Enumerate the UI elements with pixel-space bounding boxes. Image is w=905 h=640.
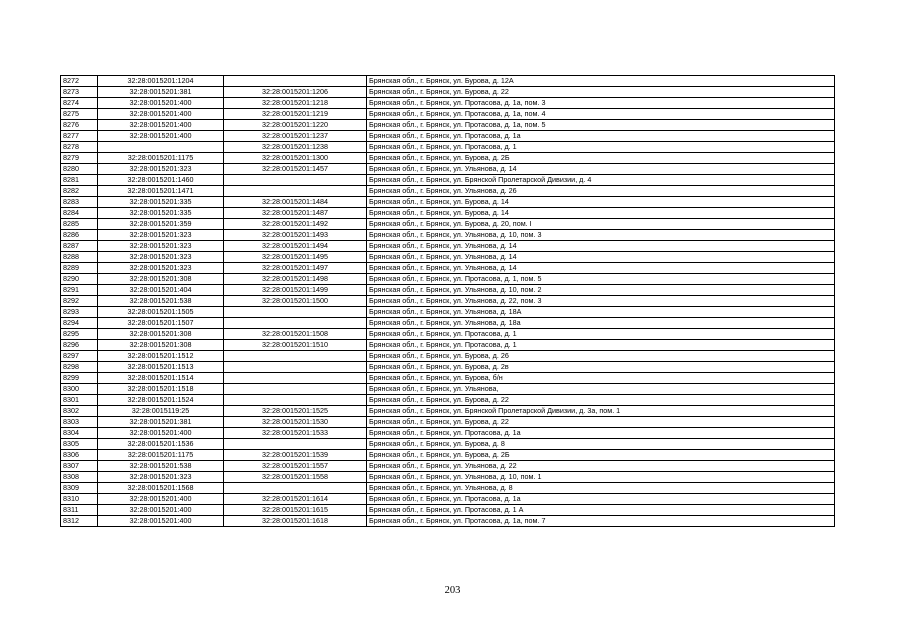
row-number-cell: 8303 — [61, 417, 98, 428]
address-cell: Брянская обл., г. Брянск, ул. Бурова, д. 22 — [367, 87, 835, 98]
object-cadastral-number-cell: 32:28:0015201:1300 — [224, 153, 367, 164]
object-cadastral-number-cell: 32:28:0015201:1484 — [224, 197, 367, 208]
address-cell: Брянская обл., г. Брянск, ул. Протасова, д. 1 — [367, 142, 835, 153]
row-number-cell: 8295 — [61, 329, 98, 340]
address-cell: Брянская обл., г. Брянск, ул. Ульянова, д. 22 — [367, 461, 835, 472]
table-row — [61, 340, 835, 351]
row-number-cell: 8312 — [61, 516, 98, 527]
cadastral-number-cell: 32:28:0015201:1460 — [98, 175, 224, 186]
object-cadastral-number-cell: 32:28:0015201:1508 — [224, 329, 367, 340]
object-cadastral-number-cell: 32:28:0015201:1499 — [224, 285, 367, 296]
address-cell: Брянская обл., г. Брянск, ул. Ульянова, д. 22, пом. 3 — [367, 296, 835, 307]
row-number-cell: 8289 — [61, 263, 98, 274]
row-number-cell: 8284 — [61, 208, 98, 219]
address-cell: Брянская обл., г. Брянск, ул. Протасова, д. 1а, пом. 5 — [367, 120, 835, 131]
table-row — [61, 109, 835, 120]
row-number-cell: 8286 — [61, 230, 98, 241]
table-row — [61, 208, 835, 219]
cadastral-number-cell: 32:28:0015201:1512 — [98, 351, 224, 362]
table-row — [61, 98, 835, 109]
cadastral-number-cell: 32:28:0015201:381 — [98, 417, 224, 428]
address-cell: Брянская обл., г. Брянск, ул. Брянской Пролетарской Дивизии, д. 4 — [367, 175, 835, 186]
cadastral-number-cell: 32:28:0015201:323 — [98, 164, 224, 175]
row-number-cell: 8292 — [61, 296, 98, 307]
cadastral-number-cell: 32:28:0015201:323 — [98, 241, 224, 252]
cadastral-number-cell: 32:28:0015201:538 — [98, 296, 224, 307]
object-cadastral-number-cell: 32:28:0015201:1487 — [224, 208, 367, 219]
row-number-cell: 8310 — [61, 494, 98, 505]
address-cell: Брянская обл., г. Брянск, ул. Протасова, д. 1а — [367, 428, 835, 439]
object-cadastral-number-cell — [224, 373, 367, 384]
cadastral-number-cell: 32:28:0015201:1175 — [98, 153, 224, 164]
address-cell: Брянская обл., г. Брянск, ул. Протасова, д. 1 А — [367, 505, 835, 516]
address-cell: Брянская обл., г. Брянск, ул. Ульянова, д. 18а — [367, 318, 835, 329]
row-number-cell: 8275 — [61, 109, 98, 120]
row-number-cell: 8294 — [61, 318, 98, 329]
table-row — [61, 120, 835, 131]
table-row — [61, 296, 835, 307]
table-row — [61, 76, 835, 87]
object-cadastral-number-cell: 32:28:0015201:1457 — [224, 164, 367, 175]
row-number-cell: 8305 — [61, 439, 98, 450]
object-cadastral-number-cell: 32:28:0015201:1220 — [224, 120, 367, 131]
address-cell: Брянская обл., г. Брянск, ул. Ульянова, д. 18А — [367, 307, 835, 318]
address-cell: Брянская обл., г. Брянск, ул. Бурова, д. 22 — [367, 417, 835, 428]
row-number-cell: 8307 — [61, 461, 98, 472]
address-cell: Брянская обл., г. Брянск, ул. Ульянова, д. 14 — [367, 252, 835, 263]
cadastral-number-cell: 32:28:0015201:323 — [98, 230, 224, 241]
table-row — [61, 384, 835, 395]
address-cell: Брянская обл., г. Брянск, ул. Бурова, д. 8 — [367, 439, 835, 450]
address-cell: Брянская обл., г. Брянск, ул. Бурова, д. 26 — [367, 351, 835, 362]
object-cadastral-number-cell: 32:28:0015201:1510 — [224, 340, 367, 351]
table-row — [61, 406, 835, 417]
row-number-cell: 8299 — [61, 373, 98, 384]
table-row — [61, 395, 835, 406]
cadastral-number-cell: 32:28:0015201:1518 — [98, 384, 224, 395]
object-cadastral-number-cell: 32:28:0015201:1614 — [224, 494, 367, 505]
address-cell: Брянская обл., г. Брянск, ул. Бурова, д. 2Б — [367, 153, 835, 164]
object-cadastral-number-cell: 32:28:0015201:1493 — [224, 230, 367, 241]
row-number-cell: 8276 — [61, 120, 98, 131]
cadastral-number-cell: 32:28:0015201:1507 — [98, 318, 224, 329]
address-cell: Брянская обл., г. Брянск, ул. Ульянова, д. 10, пом. 3 — [367, 230, 835, 241]
table-row — [61, 241, 835, 252]
address-cell: Брянская обл., г. Брянск, ул. Бурова, б/н — [367, 373, 835, 384]
object-cadastral-number-cell: 32:28:0015201:1618 — [224, 516, 367, 527]
address-cell: Брянская обл., г. Брянск, ул. Бурова, д. 12А — [367, 76, 835, 87]
cadastral-number-cell: 32:28:0015201:538 — [98, 461, 224, 472]
row-number-cell: 8302 — [61, 406, 98, 417]
object-cadastral-number-cell: 32:28:0015201:1206 — [224, 87, 367, 98]
address-cell: Брянская обл., г. Брянск, ул. Ульянова, д. 14 — [367, 241, 835, 252]
row-number-cell: 8308 — [61, 472, 98, 483]
object-cadastral-number-cell — [224, 186, 367, 197]
object-cadastral-number-cell — [224, 318, 367, 329]
table-row — [61, 230, 835, 241]
row-number-cell: 8301 — [61, 395, 98, 406]
cadastral-number-cell: 32:28:0015201:1471 — [98, 186, 224, 197]
cadastral-number-cell: 32:28:0015201:308 — [98, 340, 224, 351]
object-cadastral-number-cell: 32:28:0015201:1497 — [224, 263, 367, 274]
row-number-cell: 8279 — [61, 153, 98, 164]
cadastral-number-cell: 32:28:0015201:1514 — [98, 373, 224, 384]
cadastral-number-cell: 32:28:0015201:335 — [98, 197, 224, 208]
row-number-cell: 8297 — [61, 351, 98, 362]
table-row — [61, 373, 835, 384]
table-row — [61, 472, 835, 483]
object-cadastral-number-cell: 32:28:0015201:1558 — [224, 472, 367, 483]
row-number-cell: 8290 — [61, 274, 98, 285]
row-number-cell: 8272 — [61, 76, 98, 87]
cadastral-number-cell — [98, 142, 224, 153]
row-number-cell: 8306 — [61, 450, 98, 461]
row-number-cell: 8311 — [61, 505, 98, 516]
row-number-cell: 8296 — [61, 340, 98, 351]
table-row — [61, 186, 835, 197]
address-cell: Брянская обл., г. Брянск, ул. Бурова, д. 2Б — [367, 450, 835, 461]
cadastral-number-cell: 32:28:0015201:1536 — [98, 439, 224, 450]
address-cell: Брянская обл., г. Брянск, ул. Ульянова, д. 10, пом. 2 — [367, 285, 835, 296]
cadastral-number-cell: 32:28:0015201:308 — [98, 274, 224, 285]
table-row — [61, 417, 835, 428]
table-row — [61, 197, 835, 208]
row-number-cell: 8285 — [61, 219, 98, 230]
row-number-cell: 8298 — [61, 362, 98, 373]
address-cell: Брянская обл., г. Брянск, ул. Ульянова, д. 14 — [367, 263, 835, 274]
object-cadastral-number-cell: 32:28:0015201:1238 — [224, 142, 367, 153]
table-row — [61, 439, 835, 450]
table-row — [61, 494, 835, 505]
cadastral-number-cell: 32:28:0015201:400 — [98, 505, 224, 516]
object-cadastral-number-cell: 32:28:0015201:1495 — [224, 252, 367, 263]
row-number-cell: 8273 — [61, 87, 98, 98]
cadastral-number-cell: 32:28:0015201:323 — [98, 472, 224, 483]
cadastral-number-cell: 32:28:0015201:400 — [98, 131, 224, 142]
row-number-cell: 8293 — [61, 307, 98, 318]
address-cell: Брянская обл., г. Брянск, ул. Протасова, д. 1а — [367, 131, 835, 142]
address-cell: Брянская обл., г. Брянск, ул. Протасова, д. 1а, пом. 3 — [367, 98, 835, 109]
address-cell: Брянская обл., г. Брянск, ул. Протасова, д. 1а, пом. 4 — [367, 109, 835, 120]
table-row — [61, 505, 835, 516]
table-row — [61, 483, 835, 494]
object-cadastral-number-cell: 32:28:0015201:1494 — [224, 241, 367, 252]
row-number-cell: 8283 — [61, 197, 98, 208]
address-cell: Брянская обл., г. Брянск, ул. Бурова, д. 22 — [367, 395, 835, 406]
row-number-cell: 8287 — [61, 241, 98, 252]
table-row — [61, 274, 835, 285]
object-cadastral-number-cell: 32:28:0015201:1539 — [224, 450, 367, 461]
cadastral-number-cell: 32:28:0015201:400 — [98, 494, 224, 505]
address-cell: Брянская обл., г. Брянск, ул. Ульянова, д. 26 — [367, 186, 835, 197]
table-row — [61, 329, 835, 340]
cadastral-number-cell: 32:28:0015201:400 — [98, 109, 224, 120]
row-number-cell: 8278 — [61, 142, 98, 153]
cadastral-number-cell: 32:28:0015201:400 — [98, 98, 224, 109]
row-number-cell: 8291 — [61, 285, 98, 296]
table-row — [61, 153, 835, 164]
object-cadastral-number-cell: 32:28:0015201:1237 — [224, 131, 367, 142]
cadastral-number-cell: 32:28:0015201:323 — [98, 263, 224, 274]
table-row — [61, 252, 835, 263]
cadastral-number-cell: 32:28:0015201:404 — [98, 285, 224, 296]
table-row — [61, 87, 835, 98]
object-cadastral-number-cell — [224, 175, 367, 186]
object-cadastral-number-cell: 32:28:0015201:1530 — [224, 417, 367, 428]
table-row — [61, 142, 835, 153]
object-cadastral-number-cell: 32:28:0015201:1615 — [224, 505, 367, 516]
row-number-cell: 8280 — [61, 164, 98, 175]
cadastral-number-cell: 32:28:0015201:359 — [98, 219, 224, 230]
cadastral-number-cell: 32:28:0015201:1568 — [98, 483, 224, 494]
object-cadastral-number-cell: 32:28:0015201:1557 — [224, 461, 367, 472]
address-cell: Брянская обл., г. Брянск, ул. Протасова, д. 1, пом. 5 — [367, 274, 835, 285]
address-cell: Брянская обл., г. Брянск, ул. Протасова, д. 1 — [367, 329, 835, 340]
address-cell: Брянская обл., г. Брянск, ул. Бурова, д. 2в — [367, 362, 835, 373]
row-number-cell: 8309 — [61, 483, 98, 494]
address-cell: Брянская обл., г. Брянск, ул. Бурова, д. 20, пом. I — [367, 219, 835, 230]
table-row — [61, 362, 835, 373]
object-cadastral-number-cell — [224, 362, 367, 373]
row-number-cell: 8282 — [61, 186, 98, 197]
address-cell: Брянская обл., г. Брянск, ул. Бурова, д. 14 — [367, 197, 835, 208]
registry-table — [60, 75, 835, 527]
table-row — [61, 285, 835, 296]
address-cell: Брянская обл., г. Брянск, ул. Протасова, д. 1а — [367, 494, 835, 505]
table-row — [61, 307, 835, 318]
table-row — [61, 131, 835, 142]
object-cadastral-number-cell — [224, 439, 367, 450]
cadastral-number-cell: 32:28:0015201:323 — [98, 252, 224, 263]
table-row — [61, 318, 835, 329]
cadastral-number-cell: 32:28:0015201:335 — [98, 208, 224, 219]
address-cell: Брянская обл., г. Брянск, ул. Протасова, д. 1а, пом. 7 — [367, 516, 835, 527]
address-cell: Брянская обл., г. Брянск, ул. Ульянова, — [367, 384, 835, 395]
object-cadastral-number-cell: 32:28:0015201:1533 — [224, 428, 367, 439]
object-cadastral-number-cell — [224, 483, 367, 494]
cadastral-number-cell: 32:28:0015201:400 — [98, 516, 224, 527]
object-cadastral-number-cell — [224, 76, 367, 87]
cadastral-number-cell: 32:28:0015201:1505 — [98, 307, 224, 318]
cadastral-number-cell: 32:28:0015201:1513 — [98, 362, 224, 373]
object-cadastral-number-cell — [224, 351, 367, 362]
table-row — [61, 450, 835, 461]
object-cadastral-number-cell: 32:28:0015201:1218 — [224, 98, 367, 109]
row-number-cell: 8274 — [61, 98, 98, 109]
object-cadastral-number-cell: 32:28:0015201:1492 — [224, 219, 367, 230]
cadastral-number-cell: 32:28:0015201:1175 — [98, 450, 224, 461]
object-cadastral-number-cell — [224, 395, 367, 406]
object-cadastral-number-cell: 32:28:0015201:1525 — [224, 406, 367, 417]
object-cadastral-number-cell — [224, 307, 367, 318]
cadastral-number-cell: 32:28:0015201:400 — [98, 428, 224, 439]
address-cell: Брянская обл., г. Брянск, ул. Ульянова, д. 8 — [367, 483, 835, 494]
object-cadastral-number-cell: 32:28:0015201:1500 — [224, 296, 367, 307]
object-cadastral-number-cell — [224, 384, 367, 395]
row-number-cell: 8288 — [61, 252, 98, 263]
table-row — [61, 516, 835, 527]
address-cell: Брянская обл., г. Брянск, ул. Протасова, д. 1 — [367, 340, 835, 351]
row-number-cell: 8277 — [61, 131, 98, 142]
table-row — [61, 219, 835, 230]
table-row — [61, 461, 835, 472]
cadastral-number-cell: 32:28:0015201:1524 — [98, 395, 224, 406]
cadastral-number-cell: 32:28:0015201:400 — [98, 120, 224, 131]
page-number: 203 — [444, 585, 461, 596]
table-row — [61, 175, 835, 186]
table-row — [61, 164, 835, 175]
object-cadastral-number-cell: 32:28:0015201:1498 — [224, 274, 367, 285]
address-cell: Брянская обл., г. Брянск, ул. Ульянова, д. 10, пом. 1 — [367, 472, 835, 483]
cadastral-number-cell: 32:28:0015201:1204 — [98, 76, 224, 87]
table-row — [61, 428, 835, 439]
table-row — [61, 263, 835, 274]
row-number-cell: 8304 — [61, 428, 98, 439]
address-cell: Брянская обл., г. Брянск, ул. Ульянова, д. 14 — [367, 164, 835, 175]
cadastral-number-cell: 32:28:0015119:25 — [98, 406, 224, 417]
row-number-cell: 8281 — [61, 175, 98, 186]
table-row — [61, 351, 835, 362]
cadastral-number-cell: 32:28:0015201:381 — [98, 87, 224, 98]
registry-table-body — [61, 76, 835, 527]
object-cadastral-number-cell: 32:28:0015201:1219 — [224, 109, 367, 120]
address-cell: Брянская обл., г. Брянск, ул. Брянской Пролетарской Дивизии, д. 3а, пом. 1 — [367, 406, 835, 417]
row-number-cell: 8300 — [61, 384, 98, 395]
cadastral-number-cell: 32:28:0015201:308 — [98, 329, 224, 340]
address-cell: Брянская обл., г. Брянск, ул. Бурова, д. 14 — [367, 208, 835, 219]
